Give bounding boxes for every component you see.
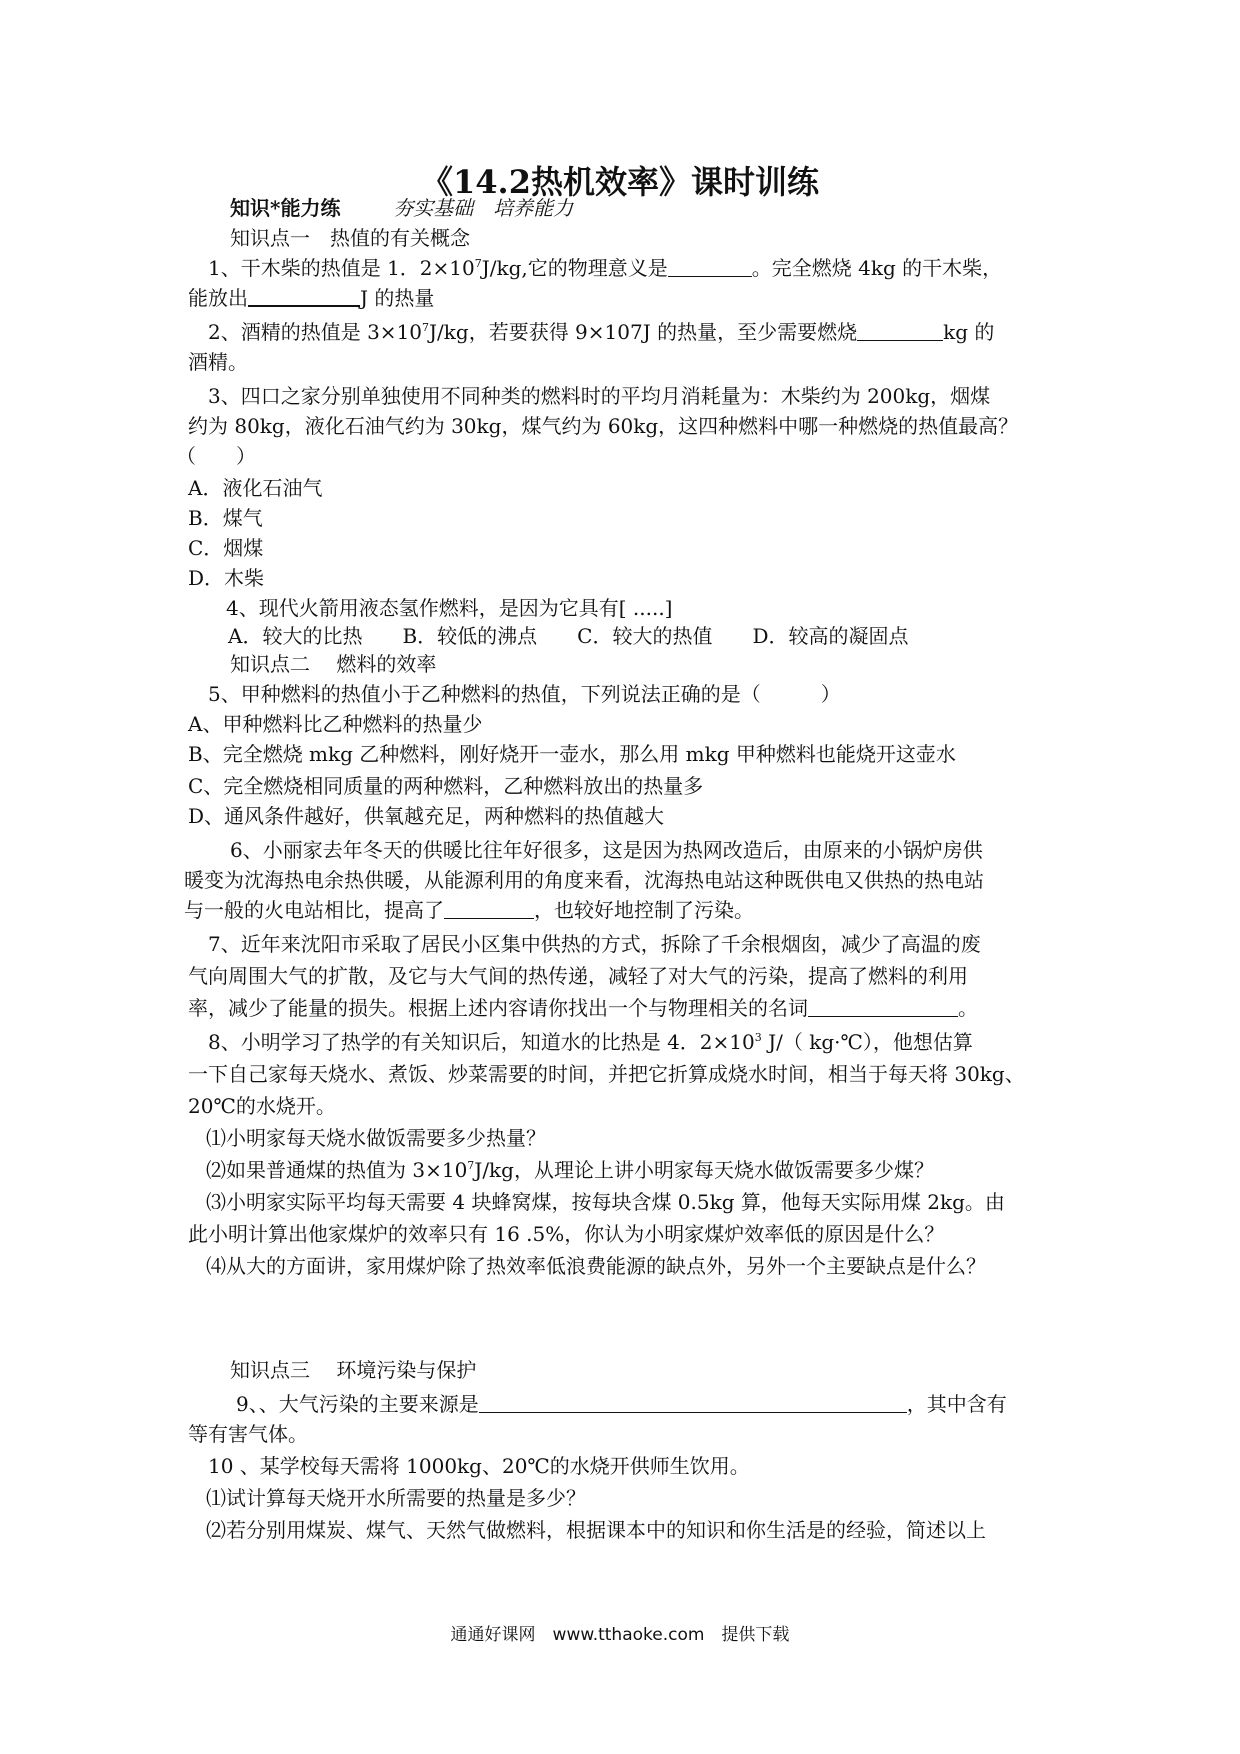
q8-sub-2 xyxy=(206,1156,934,1184)
q7-text: 率，减少了能量的损失。根据上述内容请你找出一个与物理相关的名词 xyxy=(188,996,808,1020)
q7-blank[interactable] xyxy=(808,996,958,1017)
q8-exponent: 3 xyxy=(754,1031,762,1044)
q8-sub-3-line-2: 此小明计算出他家煤炉的效率只有 16 .5%，你认为小明家煤炉效率低的原因是什么？ xyxy=(188,1222,945,1246)
q8-sub-1: ⑴小明家每天烧水做饭需要多少热量？ xyxy=(206,1126,546,1150)
question-8-line-2: 一下自己家每天烧水、煮饭、炒菜需要的时间，并把它折算成烧水时间，相当于每天将 30kg、 xyxy=(188,1062,1025,1086)
q9-text-a: 9、、大气污染的主要来源是 xyxy=(236,1392,479,1416)
section-motto: 夯实基础 培养能力 xyxy=(393,196,574,220)
question-1-line-1 xyxy=(208,254,1002,282)
q5-option-b[interactable]: B、完全燃烧 mkg 乙种燃料，刚好烧开一壶水，那么用 mkg 甲种燃料也能烧开这壶水 xyxy=(188,742,956,766)
question-9-line-1 xyxy=(236,1390,1007,1418)
question-7-line-1: 7、近年来沈阳市采取了居民小区集中供热的方式，拆除了千余根烟囱，减少了高温的废 xyxy=(208,932,981,956)
question-1-line-2 xyxy=(188,284,434,312)
page-title: 《14.2热机效率》课时训练 xyxy=(421,163,819,201)
q6-text-b: ，也较好地控制了污染。 xyxy=(534,898,754,922)
q2-exponent: 7 xyxy=(422,321,430,334)
q2-text-a: 2、酒精的热值是 3×10 xyxy=(208,320,423,344)
question-6-line-3 xyxy=(184,896,754,924)
section-label: 知识*能力练 xyxy=(230,196,341,220)
q1-blank-meaning[interactable] xyxy=(668,256,752,277)
q2-text-c: kg 的 xyxy=(943,320,995,344)
q8-sub2-text-b: J/kg，从理论上讲小明家每天烧水做饭需要多少煤？ xyxy=(474,1158,934,1182)
question-6-line-2: 暖变为沈海热电余热供暖，从能源利用的角度来看，沈海热电站这种既供电又供热的热电站 xyxy=(184,868,984,892)
q5-option-d[interactable]: D、通风条件越好，供氧越充足，两种燃料的热值越大 xyxy=(188,804,665,828)
question-9-line-2: 等有害气体。 xyxy=(188,1422,308,1446)
kp3-heading: 知识点三 环境污染与保护 xyxy=(230,1358,477,1382)
q6-blank[interactable] xyxy=(444,898,534,919)
q8-text-a: 8、小明学习了热学的有关知识后，知道水的比热是 4．2×10 xyxy=(208,1030,755,1054)
q2-blank-mass[interactable] xyxy=(857,320,943,341)
question-8-line-1 xyxy=(208,1028,973,1056)
question-8-line-3: 20℃的水烧开。 xyxy=(188,1094,336,1118)
q8-text-b: J/（ kg·℃），他想估算 xyxy=(761,1030,973,1054)
q8-sub-3-line-1: ⑶小明家实际平均每天需要 4 块蜂窝煤，按每块含煤 0.5kg 算，他每天实际用煤 2kg。由 xyxy=(206,1190,1005,1214)
q10-sub-2: ⑵若分别用煤炭、煤气、天然气做燃料，根据课本中的知识和你生活是的经验，简述以上 xyxy=(206,1518,986,1542)
q2-text-b: J/kg，若要获得 9×107J 的热量，至少需要燃烧 xyxy=(429,320,858,344)
question-2-line-1 xyxy=(208,318,994,346)
q6-text-a: 与一般的火电站相比，提高了 xyxy=(184,898,444,922)
q1-text-e: J 的热量 xyxy=(360,286,435,310)
page-footer: 通通好课网 www.tthaoke.com 提供下载 xyxy=(450,1625,790,1645)
q8-sub2-text-a: ⑵如果普通煤的热值为 3×10 xyxy=(206,1158,468,1182)
question-6-line-1: 6、小丽家去年冬天的供暖比往年好很多，这是因为热网改造后，由原来的小锅炉房供 xyxy=(230,838,983,862)
q9-blank[interactable] xyxy=(479,1392,907,1413)
q1-text-a: 1、干木柴的热值是 1．2×10 xyxy=(208,256,475,280)
kp1-heading: 知识点一 热值的有关概念 xyxy=(230,226,470,250)
q3-option-d[interactable]: D．木柴 xyxy=(188,566,265,590)
q1-text-b: J/kg,它的物理意义是 xyxy=(481,256,668,280)
q1-blank-heat[interactable] xyxy=(248,285,360,307)
q3-option-b[interactable]: B．煤气 xyxy=(188,506,263,530)
q9-text-b: ，其中含有 xyxy=(906,1392,1007,1416)
q8-sub-4: ⑷从大的方面讲，家用煤炉除了热效率低浪费能源的缺点外，另外一个主要缺点是什么？ xyxy=(206,1254,986,1278)
question-10: 10 、某学校每天需将 1000kg、20℃的水烧开供师生饮用。 xyxy=(208,1454,750,1478)
question-4: 4、现代火箭用液态氢作燃料，是因为它具有[ .....] xyxy=(226,596,673,620)
question-2-line-2: 酒精。 xyxy=(188,350,248,374)
question-7-line-3 xyxy=(188,994,978,1022)
question-3-answer-bracket[interactable]: （ ） xyxy=(176,444,256,468)
q5-option-a[interactable]: A、甲种燃料比乙种燃料的热量少 xyxy=(188,712,483,736)
q3-option-a[interactable]: A．液化石油气 xyxy=(188,476,323,500)
q10-sub-1: ⑴试计算每天烧开水所需要的热量是多少？ xyxy=(206,1486,586,1510)
question-3-line-1: 3、四口之家分别单独使用不同种类的燃料时的平均月消耗量为：木柴约为 200kg，烟煤 xyxy=(208,384,991,408)
q1-text-c: 。完全燃烧 4kg 的干木柴， xyxy=(751,256,1003,280)
q1-text-d: 能放出 xyxy=(188,286,248,310)
q1-exponent: 7 xyxy=(474,257,482,270)
q8-sub2-exponent: 7 xyxy=(467,1159,475,1172)
q5-option-c[interactable]: C、完全燃烧相同质量的两种燃料，乙种燃料放出的热量多 xyxy=(188,774,704,798)
question-3-line-2: 约为 80kg，液化石油气约为 30kg，煤气约为 60kg，这四种燃料中哪一种燃烧的热值最高？ xyxy=(188,414,1019,438)
q7-end: 。 xyxy=(958,996,978,1020)
kp2-heading: 知识点二 燃料的效率 xyxy=(230,652,437,676)
q3-option-c[interactable]: C．烟煤 xyxy=(188,536,264,560)
question-7-line-2: 气向周围大气的扩散，及它与大气间的热传递，减轻了对大气的污染，提高了燃料的利用 xyxy=(188,964,968,988)
question-5: 5、甲种燃料的热值小于乙种燃料的热值，下列说法正确的是（ ） xyxy=(208,682,841,706)
q4-options[interactable]: A．较大的比热 B．较低的沸点 C．较大的热值 D．较高的凝固点 xyxy=(228,624,909,648)
section-header xyxy=(230,194,573,222)
